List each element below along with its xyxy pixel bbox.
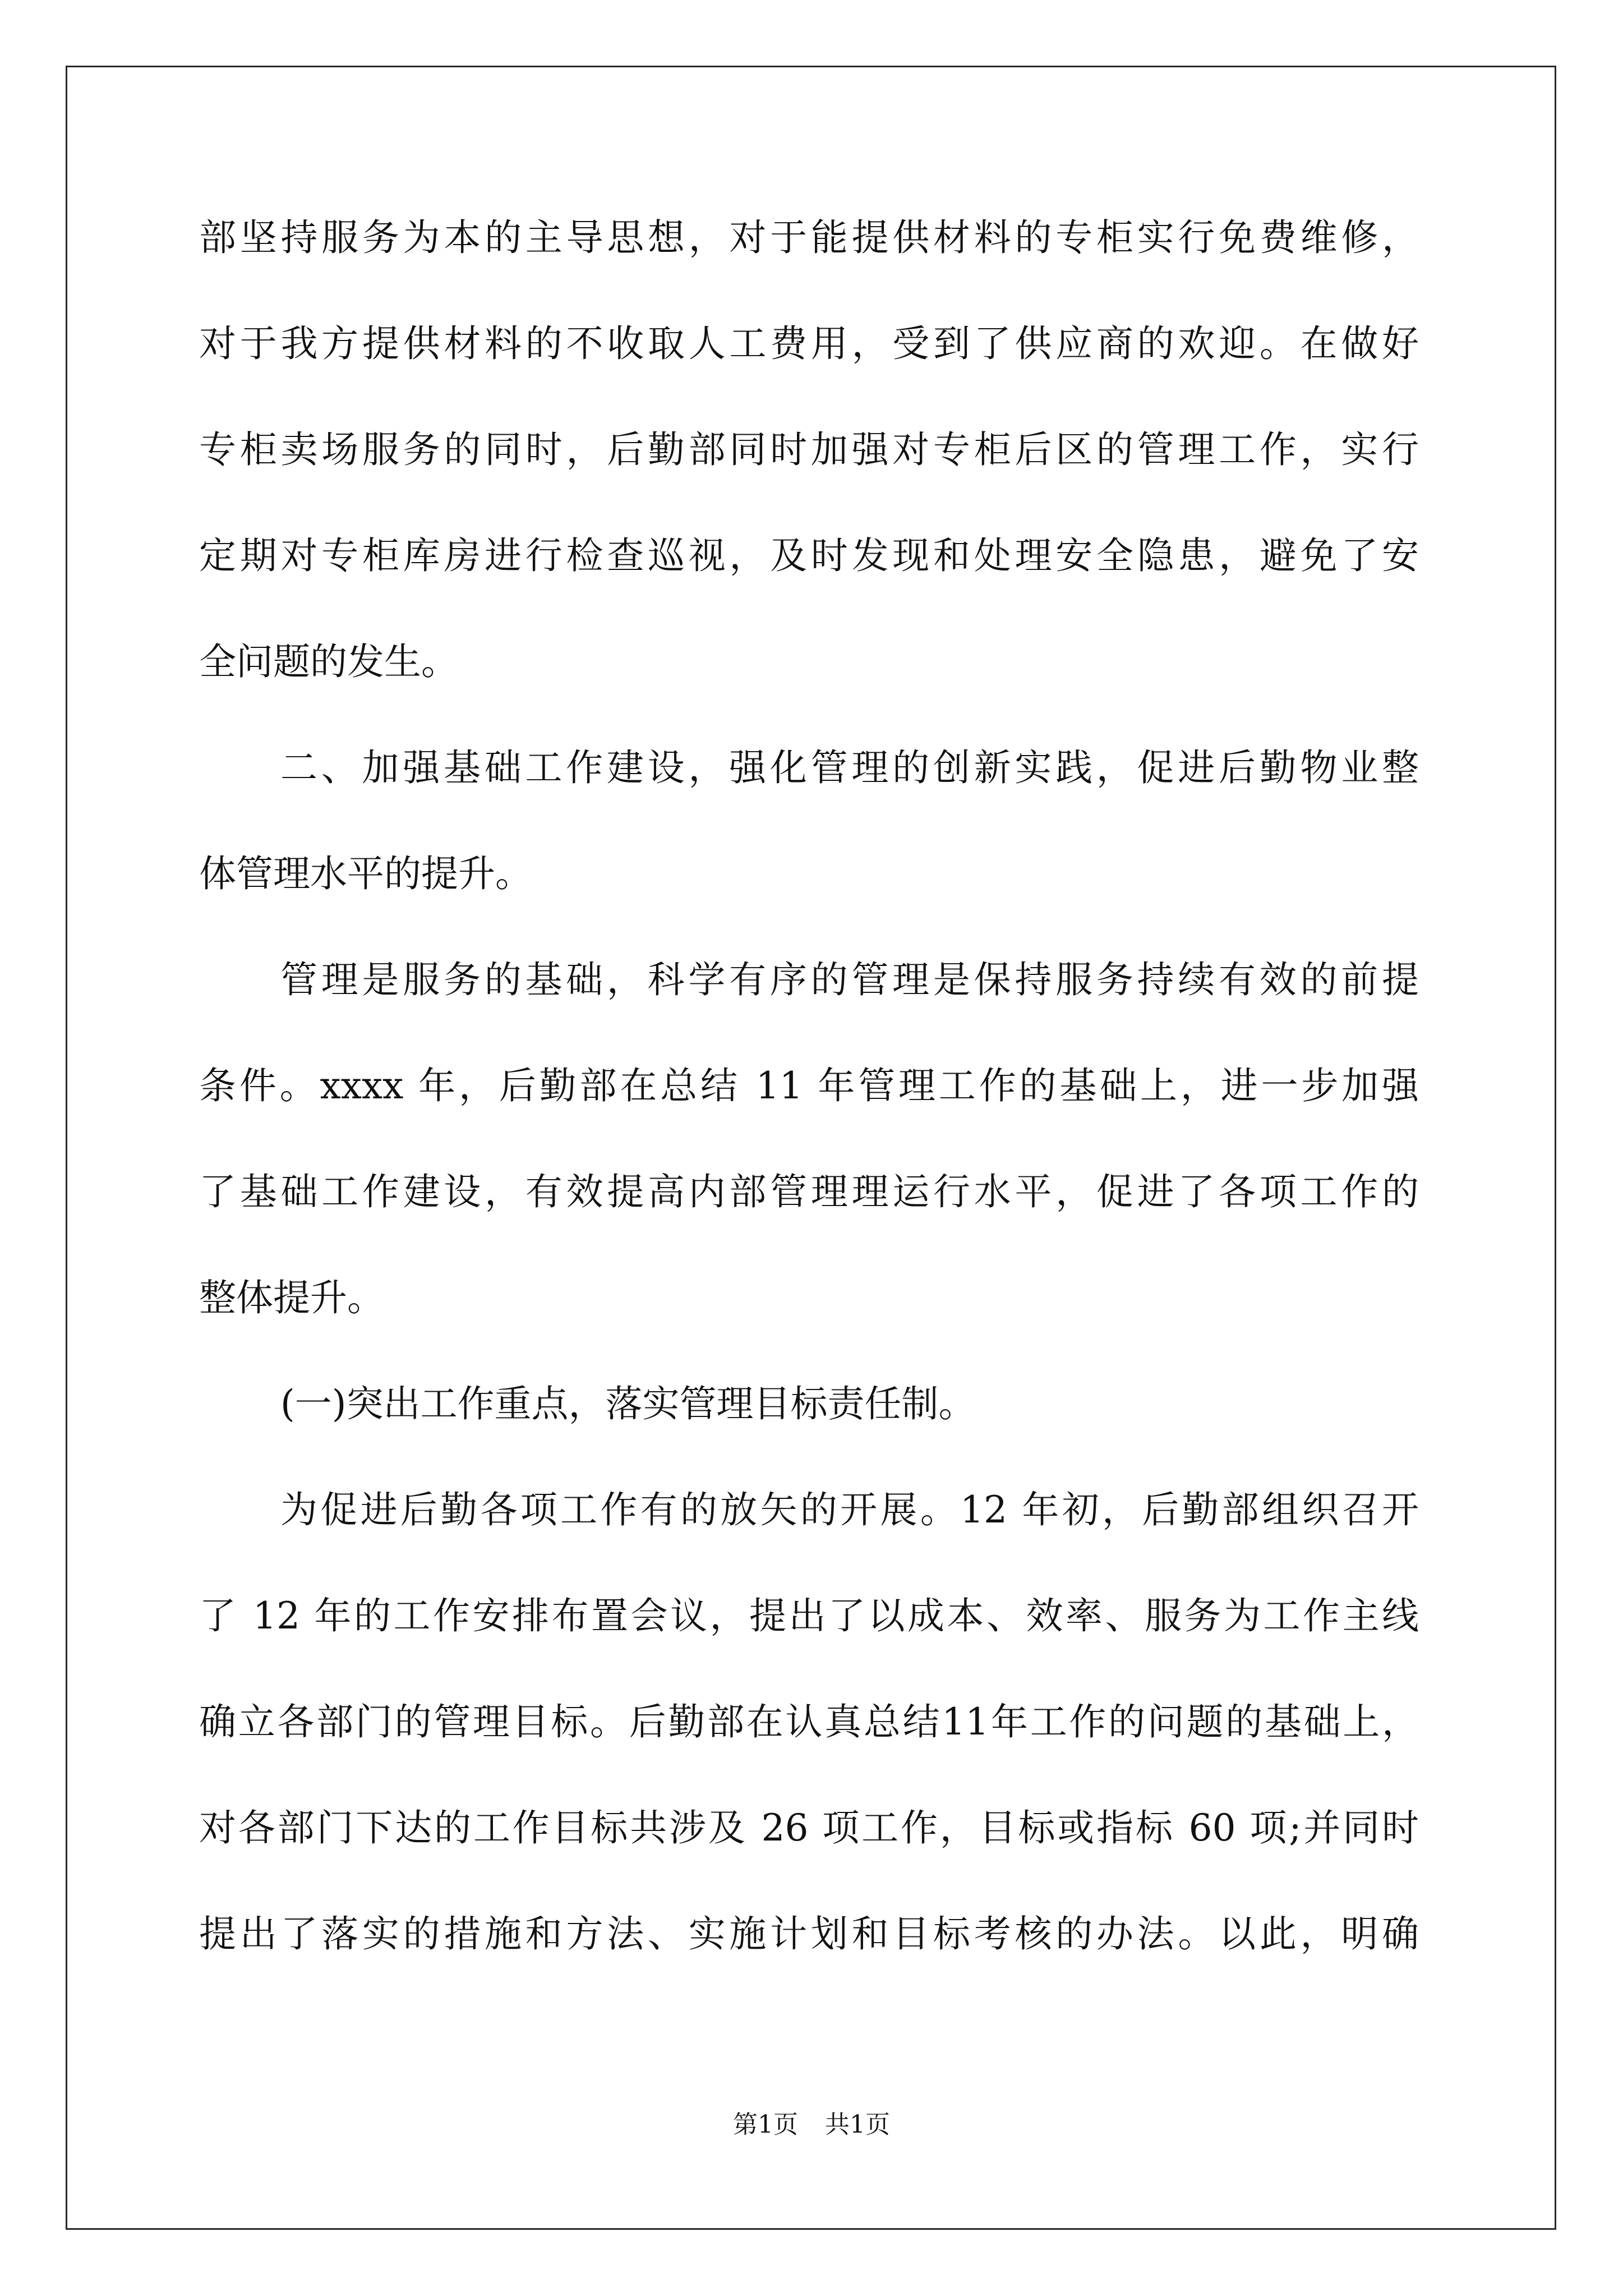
text-line: 部坚持服务为本的主导思想，对于能提供材料的专柜实行免费维修， <box>199 216 1419 259</box>
text-line: 全问题的发生。 <box>199 640 458 683</box>
subsection-heading: (一)突出工作重点，落实管理目标责任制。 <box>280 1382 976 1425</box>
text-line: 整体提升。 <box>199 1276 384 1319</box>
section-heading-line: 体管理水平的提升。 <box>199 852 532 895</box>
page-number: 第1页 <box>733 2110 798 2139</box>
page-total: 共1页 <box>825 2110 890 2139</box>
text-line: 确立各部门的管理目标。后勤部在认真总结11年工作的问题的基础上， <box>199 1700 1419 1743</box>
text-line: 定期对专柜库房进行检查巡视，及时发现和处理安全隐患，避免了安 <box>199 534 1419 577</box>
text-line: 专柜卖场服务的同时，后勤部同时加强对专柜后区的管理工作，实行 <box>199 428 1419 471</box>
page-footer <box>0 2108 1623 2142</box>
text-line: 了 12 年的工作安排布置会议，提出了以成本、效率、服务为工作主线 <box>199 1594 1419 1637</box>
document-body <box>199 209 1419 2011</box>
section-heading-line: 二、加强基础工作建设，强化管理的创新实践，促进后勤物业整 <box>280 746 1419 789</box>
text-line: 管理是服务的基础，科学有序的管理是保持服务持续有效的前提 <box>280 958 1419 1001</box>
text-line: 了基础工作建设，有效提高内部管理理运行水平，促进了各项工作的 <box>199 1170 1419 1213</box>
text-line: 对各部门下达的工作目标共涉及 26 项工作，目标或指标 60 项;并同时 <box>199 1806 1419 1849</box>
text-line: 对于我方提供材料的不收取人工费用，受到了供应商的欢迎。在做好 <box>199 322 1419 365</box>
text-line: 条件。xxxx 年，后勤部在总结 11 年管理工作的基础上，进一步加强 <box>199 1064 1419 1107</box>
text-line: 提出了落实的措施和方法、实施计划和目标考核的办法。以此，明确 <box>199 1912 1419 1955</box>
text-line: 为促进后勤各项工作有的放矢的开展。12 年初，后勤部组织召开 <box>280 1488 1419 1531</box>
